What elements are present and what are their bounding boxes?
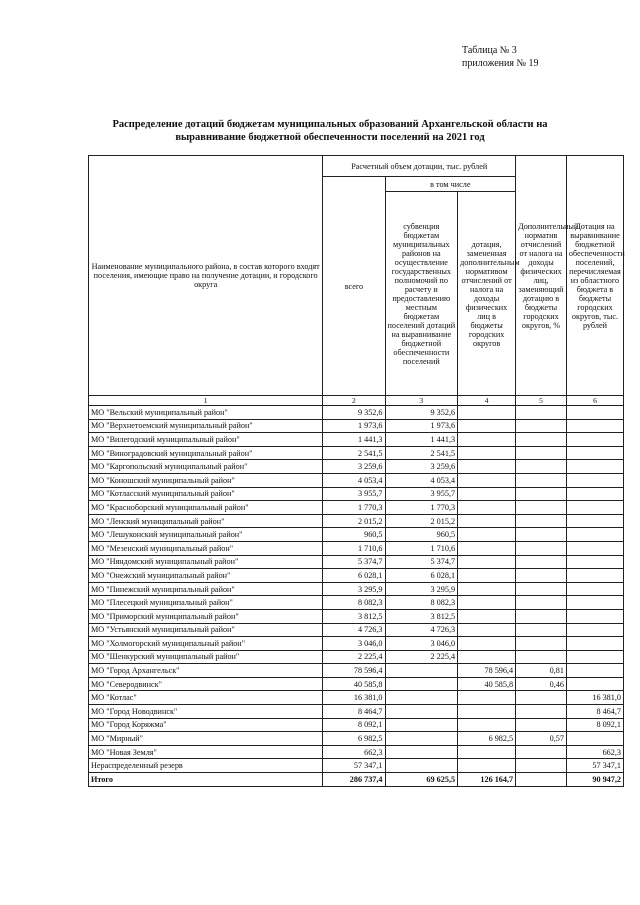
row-additional-norm-cell bbox=[516, 487, 567, 501]
table-row bbox=[89, 406, 624, 420]
table-row bbox=[89, 433, 624, 447]
row-subvention-cell: 3 046,0 bbox=[385, 637, 458, 651]
row-additional-norm-cell: 0,46 bbox=[516, 677, 567, 691]
row-additional-norm-cell bbox=[516, 705, 567, 719]
row-total-cell: 2 541,5 bbox=[323, 446, 385, 460]
header-subvention: субвенция бюджетам муниципальных районов на осуществление государственных полномочий по расчету и предоставлению местным бюджетам поселений дотаций на выравнивание бюджетной обеспеченности поселений bbox=[385, 192, 458, 396]
row-subvention-cell: 3 812,5 bbox=[385, 609, 458, 623]
row-replaced-grant-cell bbox=[458, 487, 516, 501]
row-subvention-cell: 1 973,6 bbox=[385, 419, 458, 433]
row-replaced-grant-cell bbox=[458, 501, 516, 515]
row-total-cell: 1 710,6 bbox=[323, 541, 385, 555]
column-number: 5 bbox=[516, 396, 567, 406]
row-additional-norm-cell bbox=[516, 609, 567, 623]
table-row bbox=[89, 705, 624, 719]
row-subvention-cell: 2 015,2 bbox=[385, 514, 458, 528]
row-total-cell: 2 225,4 bbox=[323, 650, 385, 664]
header-equalization-grant: Дотация на выравнивание бюджетной обеспеченности поселений, перечисляемая из областного бюджета в бюджеты городских округов, тыс. рублей bbox=[566, 156, 623, 396]
row-equalization-grant-cell: 8 464,7 bbox=[566, 705, 623, 719]
header-including: в том числе bbox=[385, 177, 516, 192]
row-name-cell: МО "Котлас" bbox=[89, 691, 323, 705]
column-number: 6 bbox=[566, 396, 623, 406]
table-row bbox=[89, 528, 624, 542]
row-name-cell: МО "Ленский муниципальный район" bbox=[89, 514, 323, 528]
row-total-cell: 1 973,6 bbox=[323, 419, 385, 433]
total-row bbox=[89, 773, 624, 787]
row-equalization-grant-cell bbox=[566, 460, 623, 474]
row-total-cell: 662,3 bbox=[323, 745, 385, 759]
row-name-cell: МО "Няндомский муниципальный район" bbox=[89, 555, 323, 569]
row-additional-norm-cell bbox=[516, 528, 567, 542]
row-equalization-grant-cell: 57 347,1 bbox=[566, 759, 623, 773]
row-equalization-grant-cell bbox=[566, 487, 623, 501]
row-replaced-grant-cell bbox=[458, 759, 516, 773]
row-name-cell: МО "Онежский муниципальный район" bbox=[89, 569, 323, 583]
table-row bbox=[89, 637, 624, 651]
row-name-cell: МО "Пинежский муниципальный район" bbox=[89, 582, 323, 596]
row-replaced-grant-cell bbox=[458, 555, 516, 569]
row-subvention-cell: 4 726,3 bbox=[385, 623, 458, 637]
column-number: 4 bbox=[458, 396, 516, 406]
row-total-cell: 5 374,7 bbox=[323, 555, 385, 569]
row-subvention-cell: 9 352,6 bbox=[385, 406, 458, 420]
row-equalization-grant-cell bbox=[566, 501, 623, 515]
row-equalization-grant-cell: 662,3 bbox=[566, 745, 623, 759]
table-row bbox=[89, 569, 624, 583]
table-row bbox=[89, 460, 624, 474]
row-equalization-grant-cell bbox=[566, 582, 623, 596]
row-total-cell: 1 441,3 bbox=[323, 433, 385, 447]
row-additional-norm-cell bbox=[516, 406, 567, 420]
row-replaced-grant-cell bbox=[458, 473, 516, 487]
table-row bbox=[89, 541, 624, 555]
row-replaced-grant-cell bbox=[458, 460, 516, 474]
row-additional-norm-cell bbox=[516, 745, 567, 759]
row-subvention-cell: 1 710,6 bbox=[385, 541, 458, 555]
row-total-cell: 16 381,0 bbox=[323, 691, 385, 705]
row-subvention-cell: 8 082,3 bbox=[385, 596, 458, 610]
row-name-cell: МО "Вельский муниципальный район" bbox=[89, 406, 323, 420]
row-subvention-cell bbox=[385, 691, 458, 705]
row-replaced-grant-cell bbox=[458, 541, 516, 555]
row-subvention-cell: 69 625,5 bbox=[385, 773, 458, 787]
row-equalization-grant-cell: 16 381,0 bbox=[566, 691, 623, 705]
row-additional-norm-cell bbox=[516, 569, 567, 583]
row-subvention-cell bbox=[385, 745, 458, 759]
row-additional-norm-cell bbox=[516, 773, 567, 787]
table-row bbox=[89, 487, 624, 501]
row-replaced-grant-cell bbox=[458, 419, 516, 433]
row-additional-norm-cell bbox=[516, 460, 567, 474]
row-equalization-grant-cell bbox=[566, 623, 623, 637]
row-total-cell: 8 464,7 bbox=[323, 705, 385, 719]
row-additional-norm-cell: 0,57 bbox=[516, 732, 567, 746]
row-subvention-cell: 4 053,4 bbox=[385, 473, 458, 487]
row-replaced-grant-cell bbox=[458, 514, 516, 528]
row-equalization-grant-cell bbox=[566, 596, 623, 610]
row-replaced-grant-cell bbox=[458, 596, 516, 610]
row-additional-norm-cell bbox=[516, 691, 567, 705]
row-name-cell: Нераспределенный резерв bbox=[89, 759, 323, 773]
row-replaced-grant-cell: 78 596,4 bbox=[458, 664, 516, 678]
row-total-cell: 57 347,1 bbox=[323, 759, 385, 773]
row-name-cell: МО "Вилегодский муниципальный район" bbox=[89, 433, 323, 447]
row-total-cell: 6 982,5 bbox=[323, 732, 385, 746]
table-row bbox=[89, 514, 624, 528]
row-subvention-cell: 3 259,6 bbox=[385, 460, 458, 474]
row-total-cell: 1 770,3 bbox=[323, 501, 385, 515]
header-name: Наименование муниципального района, в состав которого входят поселения, имеющие право на получение дотации, и городского округа bbox=[89, 156, 323, 396]
row-total-cell: 4 726,3 bbox=[323, 623, 385, 637]
row-additional-norm-cell bbox=[516, 433, 567, 447]
row-total-cell: 286 737,4 bbox=[323, 773, 385, 787]
row-name-cell: МО "Город Архангельск" bbox=[89, 664, 323, 678]
row-total-cell: 4 053,4 bbox=[323, 473, 385, 487]
row-additional-norm-cell bbox=[516, 596, 567, 610]
table-row bbox=[89, 745, 624, 759]
row-total-cell: 8 092,1 bbox=[323, 718, 385, 732]
row-total-cell: 3 295,9 bbox=[323, 582, 385, 596]
row-replaced-grant-cell bbox=[458, 745, 516, 759]
row-subvention-cell: 3 955,7 bbox=[385, 487, 458, 501]
row-subvention-cell: 6 028,1 bbox=[385, 569, 458, 583]
row-name-cell: МО "Котласский муниципальный район" bbox=[89, 487, 323, 501]
column-number: 1 bbox=[89, 396, 323, 406]
column-number: 2 bbox=[323, 396, 385, 406]
row-replaced-grant-cell: 40 585,8 bbox=[458, 677, 516, 691]
row-subvention-cell: 2 541,5 bbox=[385, 446, 458, 460]
row-replaced-grant-cell bbox=[458, 609, 516, 623]
row-replaced-grant-cell bbox=[458, 691, 516, 705]
appendix-annex-number: приложения № 19 bbox=[462, 58, 539, 69]
row-replaced-grant-cell bbox=[458, 650, 516, 664]
row-name-cell: МО "Мирный" bbox=[89, 732, 323, 746]
row-name-cell: МО "Каргопольский муниципальный район" bbox=[89, 460, 323, 474]
table-row bbox=[89, 596, 624, 610]
row-total-cell: 960,5 bbox=[323, 528, 385, 542]
table-row bbox=[89, 419, 624, 433]
row-replaced-grant-cell bbox=[458, 406, 516, 420]
table-row bbox=[89, 664, 624, 678]
row-replaced-grant-cell bbox=[458, 705, 516, 719]
row-equalization-grant-cell bbox=[566, 569, 623, 583]
table-row bbox=[89, 501, 624, 515]
row-equalization-grant-cell bbox=[566, 637, 623, 651]
appendix-reference bbox=[462, 44, 539, 70]
table-row bbox=[89, 691, 624, 705]
row-equalization-grant-cell: 8 092,1 bbox=[566, 718, 623, 732]
row-total-cell: 40 585,8 bbox=[323, 677, 385, 691]
row-equalization-grant-cell bbox=[566, 446, 623, 460]
row-name-cell: МО "Холмогорский муниципальный район" bbox=[89, 637, 323, 651]
appendix-table-number: Таблица № 3 bbox=[462, 45, 517, 56]
row-name-cell: МО "Устьянский муниципальный район" bbox=[89, 623, 323, 637]
row-name-cell: МО "Виноградовский муниципальный район" bbox=[89, 446, 323, 460]
row-subvention-cell: 2 225,4 bbox=[385, 650, 458, 664]
table-row bbox=[89, 650, 624, 664]
row-subvention-cell: 1 770,3 bbox=[385, 501, 458, 515]
row-name-cell: МО "Верхнетоемский муниципальный район" bbox=[89, 419, 323, 433]
row-additional-norm-cell bbox=[516, 637, 567, 651]
table-row bbox=[89, 555, 624, 569]
table-row bbox=[89, 446, 624, 460]
row-total-cell: 6 028,1 bbox=[323, 569, 385, 583]
row-name-cell: МО "Плесецкий муниципальный район" bbox=[89, 596, 323, 610]
row-total-cell: 3 259,6 bbox=[323, 460, 385, 474]
row-equalization-grant-cell bbox=[566, 433, 623, 447]
row-equalization-grant-cell bbox=[566, 677, 623, 691]
subsidy-table bbox=[88, 155, 624, 787]
row-equalization-grant-cell bbox=[566, 664, 623, 678]
row-additional-norm-cell bbox=[516, 650, 567, 664]
row-additional-norm-cell bbox=[516, 446, 567, 460]
column-number-row bbox=[89, 396, 624, 406]
row-name-cell: МО "Приморский муниципальный район" bbox=[89, 609, 323, 623]
row-total-cell: 3 046,0 bbox=[323, 637, 385, 651]
table-row bbox=[89, 609, 624, 623]
row-additional-norm-cell bbox=[516, 473, 567, 487]
row-replaced-grant-cell bbox=[458, 528, 516, 542]
row-replaced-grant-cell: 6 982,5 bbox=[458, 732, 516, 746]
row-total-cell: 9 352,6 bbox=[323, 406, 385, 420]
row-name-cell: МО "Коношский муниципальный район" bbox=[89, 473, 323, 487]
table-row bbox=[89, 623, 624, 637]
row-name-cell: МО "Мезенский муниципальный район" bbox=[89, 541, 323, 555]
row-subvention-cell bbox=[385, 718, 458, 732]
row-name-cell: МО "Красноборский муниципальный район" bbox=[89, 501, 323, 515]
table-row bbox=[89, 718, 624, 732]
row-subvention-cell bbox=[385, 759, 458, 773]
table-row bbox=[89, 473, 624, 487]
header-total: всего bbox=[323, 177, 385, 396]
row-total-cell: 8 082,3 bbox=[323, 596, 385, 610]
row-additional-norm-cell bbox=[516, 419, 567, 433]
row-subvention-cell bbox=[385, 732, 458, 746]
row-name-cell: МО "Северодвинск" bbox=[89, 677, 323, 691]
row-additional-norm-cell bbox=[516, 514, 567, 528]
row-equalization-grant-cell: 90 947,2 bbox=[566, 773, 623, 787]
row-equalization-grant-cell bbox=[566, 419, 623, 433]
row-equalization-grant-cell bbox=[566, 406, 623, 420]
row-subvention-cell: 3 295,9 bbox=[385, 582, 458, 596]
table-row bbox=[89, 732, 624, 746]
row-name-cell: МО "Шенкурский муниципальный район" bbox=[89, 650, 323, 664]
row-name-cell: МО "Новая Земля" bbox=[89, 745, 323, 759]
header-additional-norm: Дополнительный норматив отчислений от налога на доходы физических лиц, заменяющий дотацию в бюджеты городских округов, % bbox=[516, 156, 567, 396]
row-name-cell: МО "Лешуконский муниципальный район" bbox=[89, 528, 323, 542]
row-total-cell: 3 955,7 bbox=[323, 487, 385, 501]
header-replaced-grant: дотация, замененная дополнительным нормативом отчислений от налога на доходы физических лиц в бюджеты городских округов bbox=[458, 192, 516, 396]
row-equalization-grant-cell bbox=[566, 609, 623, 623]
row-name-cell: МО "Город Коряжма" bbox=[89, 718, 323, 732]
row-additional-norm-cell bbox=[516, 718, 567, 732]
row-equalization-grant-cell bbox=[566, 541, 623, 555]
table-row bbox=[89, 677, 624, 691]
row-replaced-grant-cell bbox=[458, 433, 516, 447]
row-equalization-grant-cell bbox=[566, 555, 623, 569]
row-subvention-cell: 1 441,3 bbox=[385, 433, 458, 447]
row-additional-norm-cell bbox=[516, 501, 567, 515]
row-subvention-cell bbox=[385, 705, 458, 719]
row-subvention-cell bbox=[385, 677, 458, 691]
row-name-cell: МО "Город Новодвинск" bbox=[89, 705, 323, 719]
row-subvention-cell bbox=[385, 664, 458, 678]
row-replaced-grant-cell bbox=[458, 623, 516, 637]
row-replaced-grant-cell bbox=[458, 582, 516, 596]
row-name-cell: Итого bbox=[89, 773, 323, 787]
table-row bbox=[89, 759, 624, 773]
row-total-cell: 78 596,4 bbox=[323, 664, 385, 678]
row-replaced-grant-cell bbox=[458, 569, 516, 583]
row-equalization-grant-cell bbox=[566, 514, 623, 528]
row-equalization-grant-cell bbox=[566, 528, 623, 542]
table-row bbox=[89, 582, 624, 596]
row-subvention-cell: 960,5 bbox=[385, 528, 458, 542]
document-title: Распределение дотаций бюджетам муниципальных образований Архангельской области на выравнивание бюджетной обеспеченности поселений на 2021 год bbox=[112, 119, 548, 143]
row-replaced-grant-cell: 126 164,7 bbox=[458, 773, 516, 787]
row-subvention-cell: 5 374,7 bbox=[385, 555, 458, 569]
header-estimated-volume: Расчетный объем дотации, тыс. рублей bbox=[323, 156, 516, 177]
row-total-cell: 2 015,2 bbox=[323, 514, 385, 528]
row-equalization-grant-cell bbox=[566, 650, 623, 664]
row-additional-norm-cell bbox=[516, 541, 567, 555]
row-replaced-grant-cell bbox=[458, 637, 516, 651]
column-number: 3 bbox=[385, 396, 458, 406]
row-additional-norm-cell bbox=[516, 759, 567, 773]
row-replaced-grant-cell bbox=[458, 718, 516, 732]
row-equalization-grant-cell bbox=[566, 732, 623, 746]
row-additional-norm-cell bbox=[516, 582, 567, 596]
row-additional-norm-cell: 0,81 bbox=[516, 664, 567, 678]
row-total-cell: 3 812,5 bbox=[323, 609, 385, 623]
row-replaced-grant-cell bbox=[458, 446, 516, 460]
row-additional-norm-cell bbox=[516, 623, 567, 637]
row-additional-norm-cell bbox=[516, 555, 567, 569]
row-equalization-grant-cell bbox=[566, 473, 623, 487]
